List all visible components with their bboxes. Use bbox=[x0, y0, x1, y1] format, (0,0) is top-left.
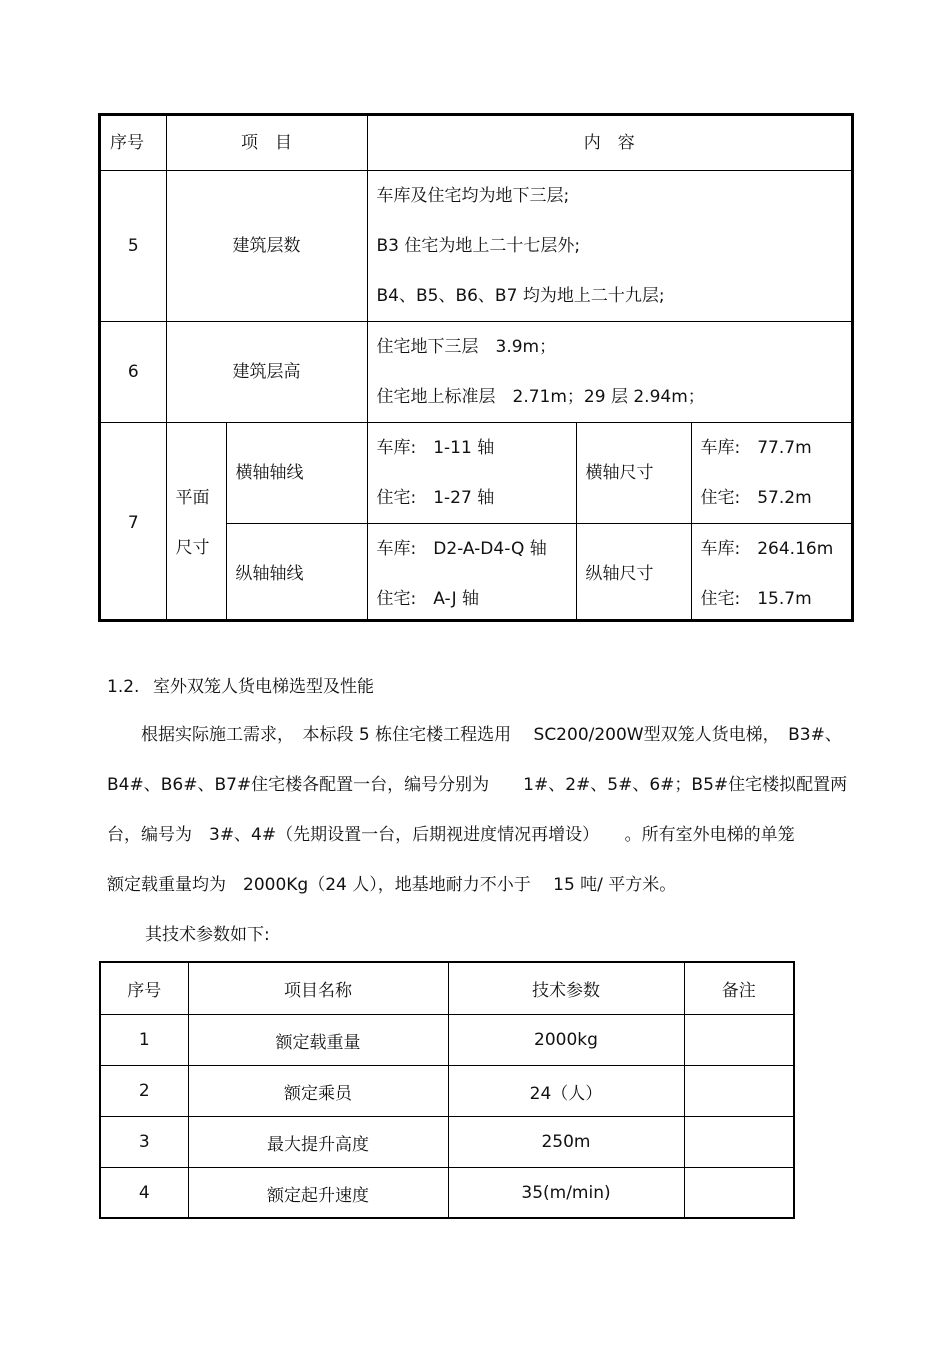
table-header-row bbox=[101, 116, 851, 170]
table-row bbox=[101, 170, 851, 321]
content-line: B3 住宅为地上二十七层外; bbox=[376, 235, 581, 256]
v-axis-garage: 车库: D2-A-D4-Q 轴 bbox=[376, 538, 547, 559]
cell-no: 4 bbox=[101, 1168, 188, 1219]
table-row bbox=[101, 422, 851, 523]
header-content: 内 容 bbox=[367, 116, 851, 170]
table-row bbox=[101, 321, 851, 422]
tech-params-table bbox=[99, 961, 795, 1219]
cell-value: 35(m/min) bbox=[448, 1168, 684, 1219]
row-number: 5 bbox=[101, 170, 166, 321]
h-size-garage: 车库: 77.7m bbox=[700, 437, 812, 458]
row-number: 6 bbox=[101, 321, 166, 422]
cell-remark bbox=[684, 1168, 793, 1219]
cell-no: 3 bbox=[101, 1117, 188, 1168]
content-line: 车库及住宅均为地下三层; bbox=[376, 185, 570, 206]
v-axis-label: 纵轴轴线 bbox=[226, 523, 367, 622]
header-no: 序号 bbox=[101, 963, 188, 1015]
h-axis-label: 横轴轴线 bbox=[226, 422, 367, 523]
params-intro: 其技术参数如下: bbox=[145, 925, 270, 945]
cell-remark bbox=[684, 1117, 793, 1168]
h-size-residence: 住宅: 57.2m bbox=[700, 487, 812, 508]
header-no: 序号 bbox=[101, 116, 166, 170]
table-row bbox=[101, 1066, 793, 1117]
table-header-row bbox=[101, 963, 793, 1015]
plan-size-line1: 平面 bbox=[175, 487, 210, 508]
v-axis-residence: 住宅: A-J 轴 bbox=[376, 588, 479, 609]
header-remarks: 备注 bbox=[684, 963, 793, 1015]
row-item: 建筑层数 bbox=[166, 170, 367, 321]
h-axis-residence: 住宅: 1-27 轴 bbox=[376, 487, 495, 508]
row-number: 7 bbox=[101, 422, 166, 622]
cell-remark bbox=[684, 1015, 793, 1066]
row-content bbox=[367, 170, 851, 321]
cell-item: 额定载重量 bbox=[188, 1015, 448, 1066]
cell-value: 250m bbox=[448, 1117, 684, 1168]
v-size-label: 纵轴尺寸 bbox=[576, 523, 691, 622]
cell-item: 最大提升高度 bbox=[188, 1117, 448, 1168]
h-axis-values bbox=[367, 422, 576, 523]
paragraph-line: 根据实际施工需求， 本标段 5 栋住宅楼工程选用 SC200/200W型双笼人货电梯， B3#、 bbox=[107, 725, 842, 745]
content-line: 住宅地上标准层 2.71m；29 层 2.94m； bbox=[376, 386, 705, 407]
cell-value: 2000kg bbox=[448, 1015, 684, 1066]
body-paragraph bbox=[107, 710, 859, 910]
cell-remark bbox=[684, 1066, 793, 1117]
content-line: B4、B5、B6、B7 均为地上二十九层; bbox=[376, 285, 665, 306]
cell-item: 额定起升速度 bbox=[188, 1168, 448, 1219]
v-size-values bbox=[691, 523, 851, 622]
paragraph-line: 台，编号为 3#、4#（先期设置一台，后期视进度情况再增设） 。所有室外电梯的单笼 bbox=[107, 825, 795, 845]
section-title: 室外双笼人货电梯选型及性能 bbox=[153, 677, 374, 697]
cell-no: 1 bbox=[101, 1015, 188, 1066]
plan-size-label bbox=[166, 422, 226, 622]
building-info-table bbox=[98, 113, 854, 622]
paragraph-line: B4#、B6#、B7#住宅楼各配置一台，编号分别为 1#、2#、5#、6#；B5#住宅楼拟配置两 bbox=[107, 775, 848, 795]
h-axis-garage: 车库: 1-11 轴 bbox=[376, 437, 495, 458]
header-item: 项 目 bbox=[166, 116, 367, 170]
cell-no: 2 bbox=[101, 1066, 188, 1117]
row-item: 建筑层高 bbox=[166, 321, 367, 422]
header-tech-params: 技术参数 bbox=[448, 963, 684, 1015]
table-row bbox=[101, 1015, 793, 1066]
v-size-residence: 住宅: 15.7m bbox=[700, 588, 812, 609]
table-row bbox=[101, 1168, 793, 1219]
paragraph-line: 额定载重量均为 2000Kg（24 人），地基地耐力不小于 15 吨/ 平方米。 bbox=[107, 875, 677, 895]
plan-size-line2: 尺寸 bbox=[175, 537, 210, 558]
h-size-label: 横轴尺寸 bbox=[576, 422, 691, 523]
cell-value: 24（人） bbox=[448, 1066, 684, 1117]
h-size-values bbox=[691, 422, 851, 523]
table-row bbox=[101, 1117, 793, 1168]
section-heading bbox=[107, 674, 374, 700]
section-number: 1.2. bbox=[107, 677, 140, 697]
v-axis-values bbox=[367, 523, 576, 622]
v-size-garage: 车库: 264.16m bbox=[700, 538, 834, 559]
header-item-name: 项目名称 bbox=[188, 963, 448, 1015]
content-line: 住宅地下三层 3.9m； bbox=[376, 336, 557, 357]
row-content bbox=[367, 321, 851, 422]
cell-item: 额定乘员 bbox=[188, 1066, 448, 1117]
